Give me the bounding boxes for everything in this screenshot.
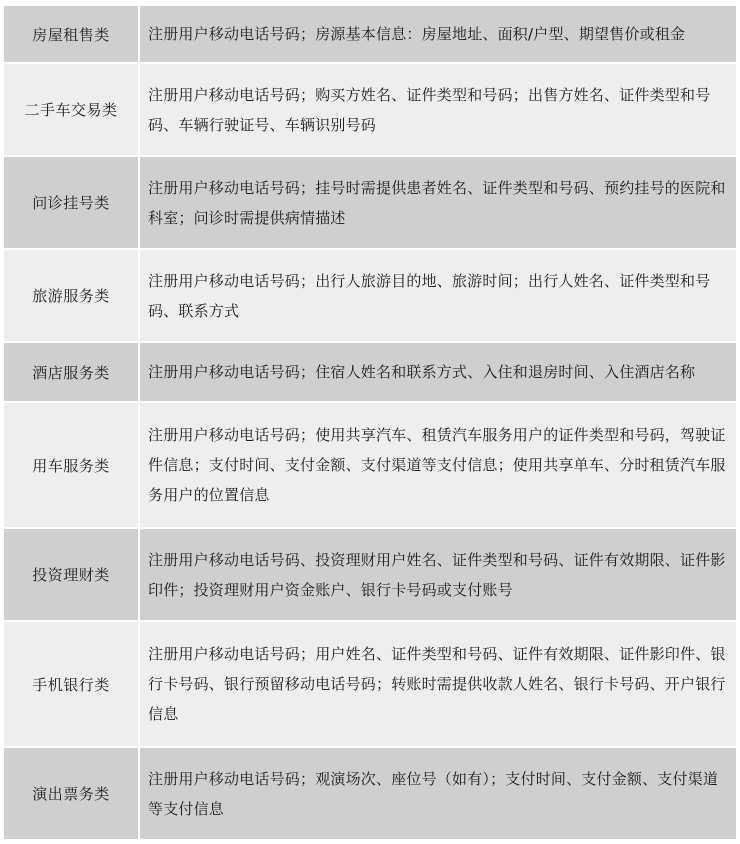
category-cell: 用车服务类 — [4, 403, 140, 527]
table-row — [4, 529, 736, 620]
category-cell: 房屋租售类 — [4, 6, 140, 62]
table-row — [4, 343, 736, 401]
table-row — [4, 250, 736, 341]
category-cell: 二手车交易类 — [4, 64, 140, 155]
table-row — [4, 64, 736, 155]
category-cell: 旅游服务类 — [4, 250, 140, 341]
info-table-container — [4, 4, 736, 841]
table-body — [4, 6, 736, 839]
table-row — [4, 622, 736, 746]
detail-cell: 注册用户移动电话号码；用户姓名、证件类型和号码、证件有效期限、证件影印件、银行卡号码、银行预留移动电话号码；转账时需提供收款人姓名、银行卡号码、开户银行信息 — [140, 622, 736, 746]
detail-cell: 注册用户移动电话号码；挂号时需提供患者姓名、证件类型和号码、预约挂号的医院和科室；问诊时需提供病情描述 — [140, 157, 736, 248]
personal-info-scope-table — [4, 4, 736, 841]
category-cell: 投资理财类 — [4, 529, 140, 620]
category-cell: 演出票务类 — [4, 748, 140, 839]
category-cell: 手机银行类 — [4, 622, 140, 746]
detail-cell: 注册用户移动电话号码；房源基本信息：房屋地址、面积/户型、期望售价或租金 — [140, 6, 736, 62]
table-row — [4, 157, 736, 248]
detail-cell: 注册用户移动电话号码；出行人旅游目的地、旅游时间；出行人姓名、证件类型和号码、联系方式 — [140, 250, 736, 341]
detail-cell: 注册用户移动电话号码；住宿人姓名和联系方式、入住和退房时间、入住酒店名称 — [140, 343, 736, 401]
category-cell: 酒店服务类 — [4, 343, 140, 401]
table-row — [4, 6, 736, 62]
detail-cell: 注册用户移动电话号码；购买方姓名、证件类型和号码；出售方姓名、证件类型和号码、车辆行驶证号、车辆识别号码 — [140, 64, 736, 155]
detail-cell: 注册用户移动电话号码；使用共享汽车、租赁汽车服务用户的证件类型和号码，驾驶证件信息；支付时间、支付金额、支付渠道等支付信息；使用共享单车、分时租赁汽车服务用户的位置信息 — [140, 403, 736, 527]
detail-cell: 注册用户移动电话号码；观演场次、座位号（如有）；支付时间、支付金额、支付渠道等支付信息 — [140, 748, 736, 839]
table-row — [4, 748, 736, 839]
category-cell: 问诊挂号类 — [4, 157, 140, 248]
table-row — [4, 403, 736, 527]
detail-cell: 注册用户移动电话号码、投资理财用户姓名、证件类型和号码、证件有效期限、证件影印件；投资理财用户资金账户、银行卡号码或支付账号 — [140, 529, 736, 620]
